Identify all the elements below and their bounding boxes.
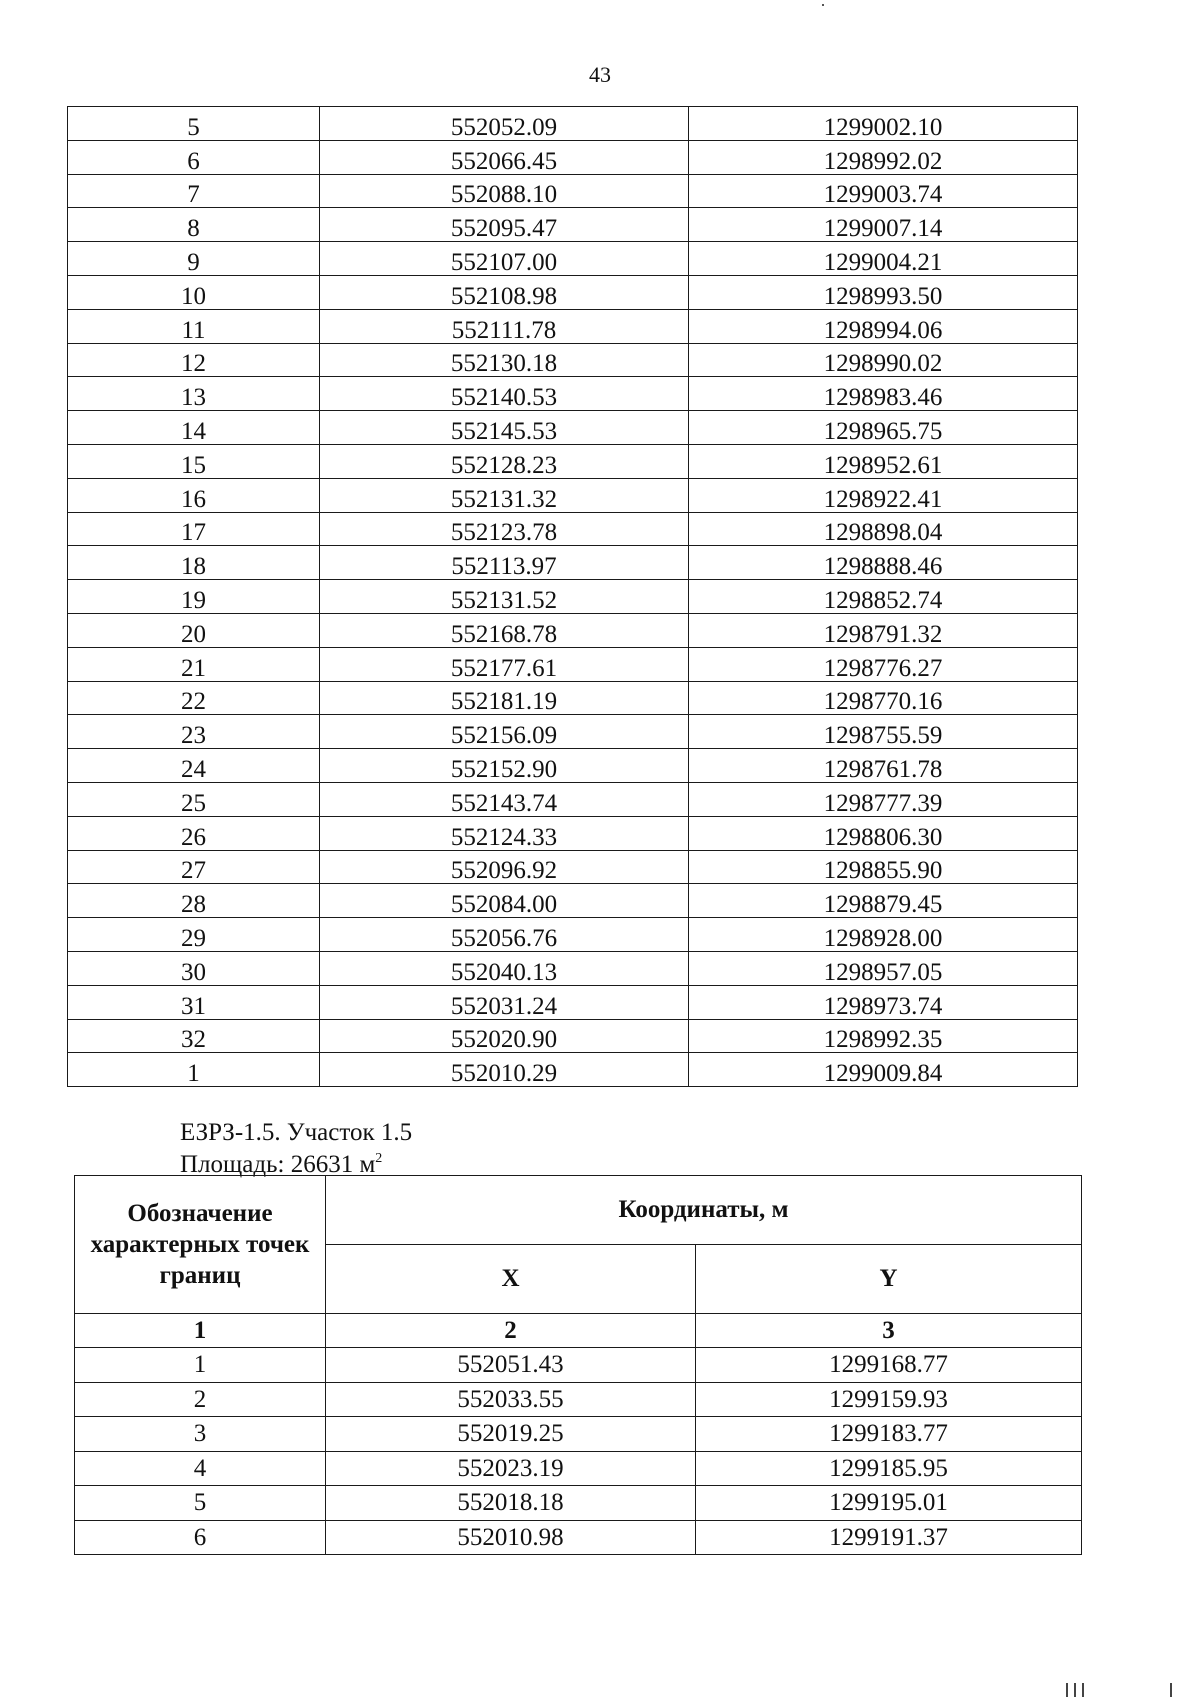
scan-edge-mark xyxy=(1074,1683,1076,1697)
column-number: 1 xyxy=(75,1314,326,1348)
y-coordinate-cell: 1298965.75 xyxy=(689,411,1078,445)
point-number-cell: 29 xyxy=(68,918,320,952)
point-number-cell: 11 xyxy=(68,309,320,343)
table-row xyxy=(68,850,1078,884)
point-number-cell: 18 xyxy=(68,546,320,580)
x-coordinate-cell: 552051.43 xyxy=(326,1348,696,1383)
scan-edge-mark xyxy=(1066,1683,1068,1697)
table-row xyxy=(68,377,1078,411)
scan-speck xyxy=(822,4,824,6)
table-row xyxy=(68,951,1078,985)
table-row xyxy=(68,309,1078,343)
x-coordinate-cell: 552107.00 xyxy=(320,242,689,276)
point-number-cell: 9 xyxy=(68,242,320,276)
table-row xyxy=(68,580,1078,614)
x-coordinate-cell: 552066.45 xyxy=(320,140,689,174)
point-number-cell: 30 xyxy=(68,951,320,985)
area-label xyxy=(180,1152,382,1177)
table-row xyxy=(68,411,1078,445)
y-coordinate-cell: 1298755.59 xyxy=(689,715,1078,749)
section-title: ЕЗРЗ-1.5. Участок 1.5 xyxy=(180,1119,413,1146)
table-row xyxy=(68,884,1078,918)
table-row xyxy=(68,782,1078,816)
point-number-cell: 1 xyxy=(68,1053,320,1087)
x-coordinate-cell: 552131.52 xyxy=(320,580,689,614)
point-number-cell: 5 xyxy=(68,107,320,141)
point-number-cell: 2 xyxy=(75,1382,326,1417)
column-number: 3 xyxy=(696,1314,1082,1348)
table-row xyxy=(68,1053,1078,1087)
table-row xyxy=(68,140,1078,174)
x-coordinate-cell: 552128.23 xyxy=(320,444,689,478)
table2-body xyxy=(75,1314,1082,1555)
y-coordinate-cell: 1299009.84 xyxy=(689,1053,1078,1087)
table-row xyxy=(68,1019,1078,1053)
header-point-designation: Обозначение характерных точек границ xyxy=(75,1176,326,1314)
point-number-cell: 31 xyxy=(68,985,320,1019)
y-coordinate-cell: 1298852.74 xyxy=(689,580,1078,614)
y-coordinate-cell: 1298992.02 xyxy=(689,140,1078,174)
point-number-cell: 6 xyxy=(68,140,320,174)
x-coordinate-cell: 552113.97 xyxy=(320,546,689,580)
table-row xyxy=(75,1486,1082,1521)
table-row xyxy=(68,681,1078,715)
x-coordinate-cell: 552010.98 xyxy=(326,1520,696,1555)
y-coordinate-cell: 1298993.50 xyxy=(689,275,1078,309)
point-number-cell: 10 xyxy=(68,275,320,309)
x-coordinate-cell: 552023.19 xyxy=(326,1451,696,1486)
point-number-cell: 25 xyxy=(68,782,320,816)
point-number-cell: 28 xyxy=(68,884,320,918)
x-coordinate-cell: 552095.47 xyxy=(320,208,689,242)
x-coordinate-cell: 552181.19 xyxy=(320,681,689,715)
x-coordinate-cell: 552031.24 xyxy=(320,985,689,1019)
x-coordinate-cell: 552156.09 xyxy=(320,715,689,749)
point-number-cell: 13 xyxy=(68,377,320,411)
y-coordinate-cell: 1299003.74 xyxy=(689,174,1078,208)
x-coordinate-cell: 552168.78 xyxy=(320,613,689,647)
x-coordinate-cell: 552052.09 xyxy=(320,107,689,141)
x-coordinate-cell: 552010.29 xyxy=(320,1053,689,1087)
table-row xyxy=(68,107,1078,141)
table-row xyxy=(75,1417,1082,1452)
point-number-cell: 3 xyxy=(75,1417,326,1452)
point-number-cell: 6 xyxy=(75,1520,326,1555)
table-row xyxy=(68,647,1078,681)
point-number-cell: 7 xyxy=(68,174,320,208)
x-coordinate-cell: 552084.00 xyxy=(320,884,689,918)
x-coordinate-cell: 552019.25 xyxy=(326,1417,696,1452)
y-coordinate-cell: 1298806.30 xyxy=(689,816,1078,850)
y-coordinate-cell: 1298879.45 xyxy=(689,884,1078,918)
y-coordinate-cell: 1299195.01 xyxy=(696,1486,1082,1521)
coordinates-table-continued xyxy=(67,106,1078,1087)
x-coordinate-cell: 552140.53 xyxy=(320,377,689,411)
x-coordinate-cell: 552131.32 xyxy=(320,478,689,512)
column-number: 2 xyxy=(326,1314,696,1348)
y-coordinate-cell: 1299185.95 xyxy=(696,1451,1082,1486)
table-row xyxy=(75,1348,1082,1383)
point-number-cell: 5 xyxy=(75,1486,326,1521)
coordinates-table-plot-1-5 xyxy=(74,1175,1082,1555)
table-row xyxy=(68,546,1078,580)
x-coordinate-cell: 552096.92 xyxy=(320,850,689,884)
area-superscript: 2 xyxy=(375,1151,383,1166)
y-coordinate-cell: 1298983.46 xyxy=(689,377,1078,411)
point-number-cell: 16 xyxy=(68,478,320,512)
y-coordinate-cell: 1298990.02 xyxy=(689,343,1078,377)
x-coordinate-cell: 552130.18 xyxy=(320,343,689,377)
y-coordinate-cell: 1298777.39 xyxy=(689,782,1078,816)
x-coordinate-cell: 552108.98 xyxy=(320,275,689,309)
y-coordinate-cell: 1298770.16 xyxy=(689,681,1078,715)
table-row xyxy=(68,444,1078,478)
table-row xyxy=(68,816,1078,850)
x-coordinate-cell: 552123.78 xyxy=(320,512,689,546)
point-number-cell: 24 xyxy=(68,749,320,783)
header-x: X xyxy=(326,1245,696,1314)
point-number-cell: 17 xyxy=(68,512,320,546)
table-row xyxy=(68,918,1078,952)
point-number-cell: 22 xyxy=(68,681,320,715)
table-row xyxy=(68,985,1078,1019)
table-row xyxy=(75,1451,1082,1486)
y-coordinate-cell: 1298888.46 xyxy=(689,546,1078,580)
y-coordinate-cell: 1299004.21 xyxy=(689,242,1078,276)
y-coordinate-cell: 1298994.06 xyxy=(689,309,1078,343)
point-number-cell: 4 xyxy=(75,1451,326,1486)
table-row xyxy=(75,1382,1082,1417)
point-number-cell: 26 xyxy=(68,816,320,850)
table-row xyxy=(68,715,1078,749)
point-number-cell: 27 xyxy=(68,850,320,884)
y-coordinate-cell: 1299007.14 xyxy=(689,208,1078,242)
header-y: Y xyxy=(696,1245,1082,1314)
y-coordinate-cell: 1299168.77 xyxy=(696,1348,1082,1383)
point-number-cell: 12 xyxy=(68,343,320,377)
scan-edge-mark xyxy=(1082,1683,1084,1697)
y-coordinate-cell: 1298928.00 xyxy=(689,918,1078,952)
point-number-cell: 21 xyxy=(68,647,320,681)
point-number-cell: 23 xyxy=(68,715,320,749)
header-coordinates: Координаты, м xyxy=(326,1176,1082,1245)
y-coordinate-cell: 1299002.10 xyxy=(689,107,1078,141)
x-coordinate-cell: 552177.61 xyxy=(320,647,689,681)
x-coordinate-cell: 552152.90 xyxy=(320,749,689,783)
y-coordinate-cell: 1298952.61 xyxy=(689,444,1078,478)
table-row xyxy=(68,478,1078,512)
y-coordinate-cell: 1299159.93 xyxy=(696,1382,1082,1417)
table-row xyxy=(68,343,1078,377)
table-row xyxy=(68,613,1078,647)
x-coordinate-cell: 552018.18 xyxy=(326,1486,696,1521)
x-coordinate-cell: 552145.53 xyxy=(320,411,689,445)
y-coordinate-cell: 1298855.90 xyxy=(689,850,1078,884)
point-number-cell: 19 xyxy=(68,580,320,614)
point-number-cell: 15 xyxy=(68,444,320,478)
x-coordinate-cell: 552033.55 xyxy=(326,1382,696,1417)
table1-body xyxy=(68,107,1078,1087)
y-coordinate-cell: 1298973.74 xyxy=(689,985,1078,1019)
y-coordinate-cell: 1299183.77 xyxy=(696,1417,1082,1452)
scan-edge-mark xyxy=(1170,1683,1172,1697)
x-coordinate-cell: 552020.90 xyxy=(320,1019,689,1053)
x-coordinate-cell: 552040.13 xyxy=(320,951,689,985)
y-coordinate-cell: 1298761.78 xyxy=(689,749,1078,783)
x-coordinate-cell: 552111.78 xyxy=(320,309,689,343)
point-number-cell: 32 xyxy=(68,1019,320,1053)
table-row xyxy=(75,1520,1082,1555)
y-coordinate-cell: 1298776.27 xyxy=(689,647,1078,681)
column-number-row xyxy=(75,1314,1082,1348)
page-number: 43 xyxy=(589,62,611,87)
table-row xyxy=(68,749,1078,783)
table-row xyxy=(68,512,1078,546)
y-coordinate-cell: 1299191.37 xyxy=(696,1520,1082,1555)
area-text: Площадь: 26631 м xyxy=(180,1151,376,1178)
table-row xyxy=(68,275,1078,309)
point-number-cell: 20 xyxy=(68,613,320,647)
table-row xyxy=(68,242,1078,276)
table-row xyxy=(68,208,1078,242)
y-coordinate-cell: 1298791.32 xyxy=(689,613,1078,647)
table-row xyxy=(68,174,1078,208)
x-coordinate-cell: 552143.74 xyxy=(320,782,689,816)
point-number-cell: 1 xyxy=(75,1348,326,1383)
y-coordinate-cell: 1298922.41 xyxy=(689,478,1078,512)
point-number-cell: 8 xyxy=(68,208,320,242)
y-coordinate-cell: 1298957.05 xyxy=(689,951,1078,985)
point-number-cell: 14 xyxy=(68,411,320,445)
y-coordinate-cell: 1298992.35 xyxy=(689,1019,1078,1053)
y-coordinate-cell: 1298898.04 xyxy=(689,512,1078,546)
x-coordinate-cell: 552056.76 xyxy=(320,918,689,952)
x-coordinate-cell: 552124.33 xyxy=(320,816,689,850)
x-coordinate-cell: 552088.10 xyxy=(320,174,689,208)
